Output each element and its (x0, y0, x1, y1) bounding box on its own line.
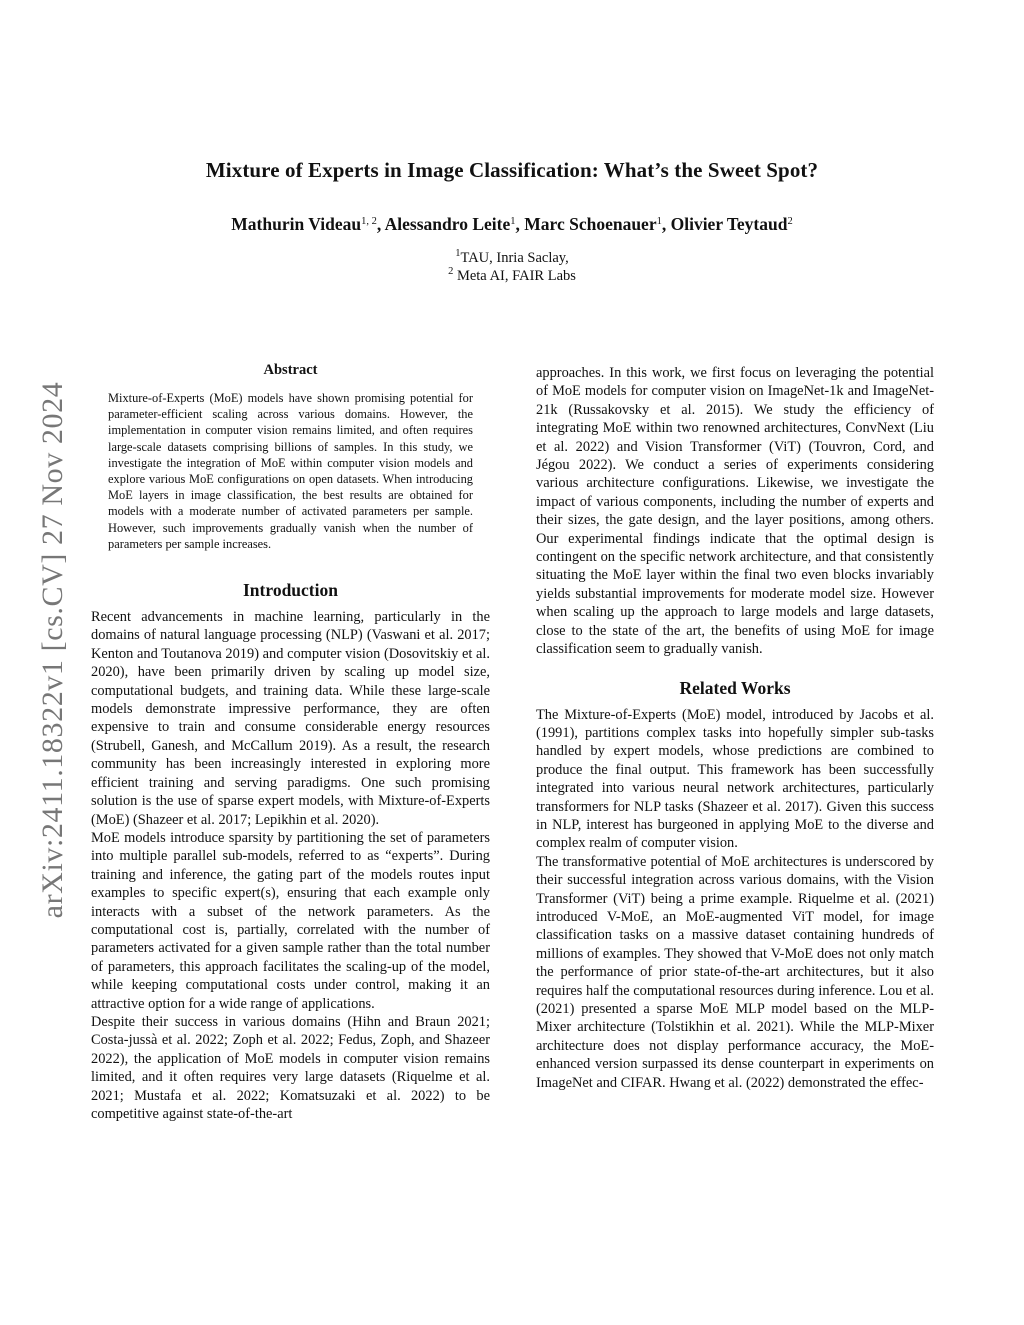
introduction-heading: Introduction (243, 580, 338, 601)
paragraph: Despite their success in various domains (Hihn and Braun 2021; Costa-jussà et al. 2022; Zoph et al. 2022; Fedus, Zoph, and Shazeer 2022), the application of MoE models in computer vision remains limited, and it often requires very large datasets (Riquelme et al. 2021; Mustafa et al. 2022; Komatsuzaki et al. 2022) to be competitive against state-of-the-art (91, 1013, 490, 1122)
author-name: Alessandro Leite (384, 214, 511, 234)
paragraph: Recent advancements in machine learning, particularly in the domains of natural language processing (NLP) (Vaswani et al. 2017; Kenton and Toutanova 2019) and computer vision (Dosovitskiy et al. 2020), have been primarily driven by scaling up model size, computational budgets, and training data. While these large-scale models demonstrate impressive performance, they are often expensive to train and consume considerable energy resources (Strubell, Ganesh, and McCallum 2019). As a result, the research community has been increasingly interested in exploring more efficient training and serving paradigms. One such promising solution is the use of sparse expert models, with Mixture-of-Experts (MoE) (Shazeer et al. 2017; Lepikhin et al. 2020). (91, 609, 490, 828)
author-name: Mathurin Videau (231, 214, 362, 234)
paragraph: The Mixture-of-Experts (MoE) model, introduced by Jacobs et al. (1991), partitions complex tasks into hopefully simpler sub-tasks handled by expert models, whose predictions are combined to produce the final output. This framework has been successfully integrated into various neural network architectures, particularly transformers for NLP tasks (Shazeer et al. 2017). Given this success in NLP, interest has burgeoned in applying MoE to the diverse and complex realm of computer vision. (536, 706, 934, 852)
author-affiliation-mark: 1 (510, 216, 516, 227)
affiliation-1: $^1$TAU, Inria Saclay, (455, 248, 569, 266)
abstract-heading: Abstract (263, 362, 318, 378)
author-list: Mathurin Videau$^{1, 2}$, Alessandro Leite$^1$, Marc Schoenauer$^1$, Olivier Teytaud$^2$ (231, 214, 793, 234)
paper-title: Mixture of Experts in Image Classification: What’s the Sweet Spot? (205, 158, 819, 182)
paragraph: The transformative potential of MoE architectures is underscored by their successful integration across various domains, with the Vision Transformer (ViT) being a prime example. Riquelme et al. (2021) introduced V-MoE, an MoE-augmented ViT model, for image classification tasks on a massive dataset containing hundreds of millions of examples. They showed that V-MoE does not only match the performance of prior state-of-the-art architectures, but it also requires half the computational resources during inference. Lou et al. (2021) presented a sparse MoE MLP model based on the MLP-Mixer architecture (Tolstikhin et al. 2021). While the MLP-Mixer architecture does not display performance accuracy, the MoE-enhanced version surpassed its dense counterpart in experiments on ImageNet and CIFAR. Hwang et al. (2022) demonstrated the effec- (536, 853, 934, 1091)
author-affiliation-mark: 1, 2 (361, 216, 377, 227)
paragraph: approaches. In this work, we first focus on leveraging the potential of MoE models for computer vision on ImageNet-1k and ImageNet-21k (Russakovsky et al. 2015). We study the efficiency of integrating MoE within two renowned architectures, ConvNext (Liu et al. 2022) and Vision Transformer (ViT) (Touvron, Cord, and Jégou 2022). We conduct a series of experiments considering various architecture configurations. Likewise, we investigate the impact of various components, including the number of experts and their sizes, the gate design, and the layer positions, among others. Our experimental findings indicate that the optimal design is contingent on the specific network architecture, and that consistently situating the MoE layer within the final two even blocks invariably yields substantial improvements for moderate model size. However when scaling up the approach to large models and large datasets, close to the state of the art, the benefits of using MoE for image classification seem to gradually vanish. (536, 365, 934, 658)
abstract-text: Mixture-of-Experts (MoE) models have shown promising potential for parameter-efficient scaling across various domains. However, the implementation in computer vision remains limited, and often requires large-scale datasets comprising billions of samples. In this study, we investigate the integration of MoE within computer vision models and explore various MoE configurations on open datasets. When introducing MoE layers in image classification, the best results are obtained for models with a moderate number of activated parameters per sample. However, such improvements gradually vanish when the number of parameters per sample increases. (108, 391, 473, 551)
left-column (91, 362, 490, 1123)
paragraph: MoE models introduce sparsity by partitioning the set of parameters into multiple parallel sub-models, referred to as “experts”. During training and inference, the gating part of the models routes input examples to specific expert(s), ensuring that each example only interacts with a subset of the network parameters. As the computational cost is, partially, correlated with the number of parameters activated for a given sample rather than the total number of parameters, this approach facilitates the scaling-up of the model, while keeping computational costs under control, making it an attractive option for a wide range of applications. (91, 829, 490, 1012)
right-column (536, 364, 934, 1092)
affiliation-2: $^2$ Meta AI, FAIR Labs (448, 266, 576, 284)
related-works-heading: Related Works (679, 677, 791, 698)
author-name: Marc Schoenauer (524, 214, 657, 234)
author-affiliation-mark: 1 (656, 216, 662, 227)
arxiv-identifier: arXiv:2411.18322v1 [cs.CV] 27 Nov 2024 (36, 381, 69, 919)
author-affiliation-mark: 2 (787, 216, 793, 227)
author-name: Olivier Teytaud (670, 214, 788, 234)
